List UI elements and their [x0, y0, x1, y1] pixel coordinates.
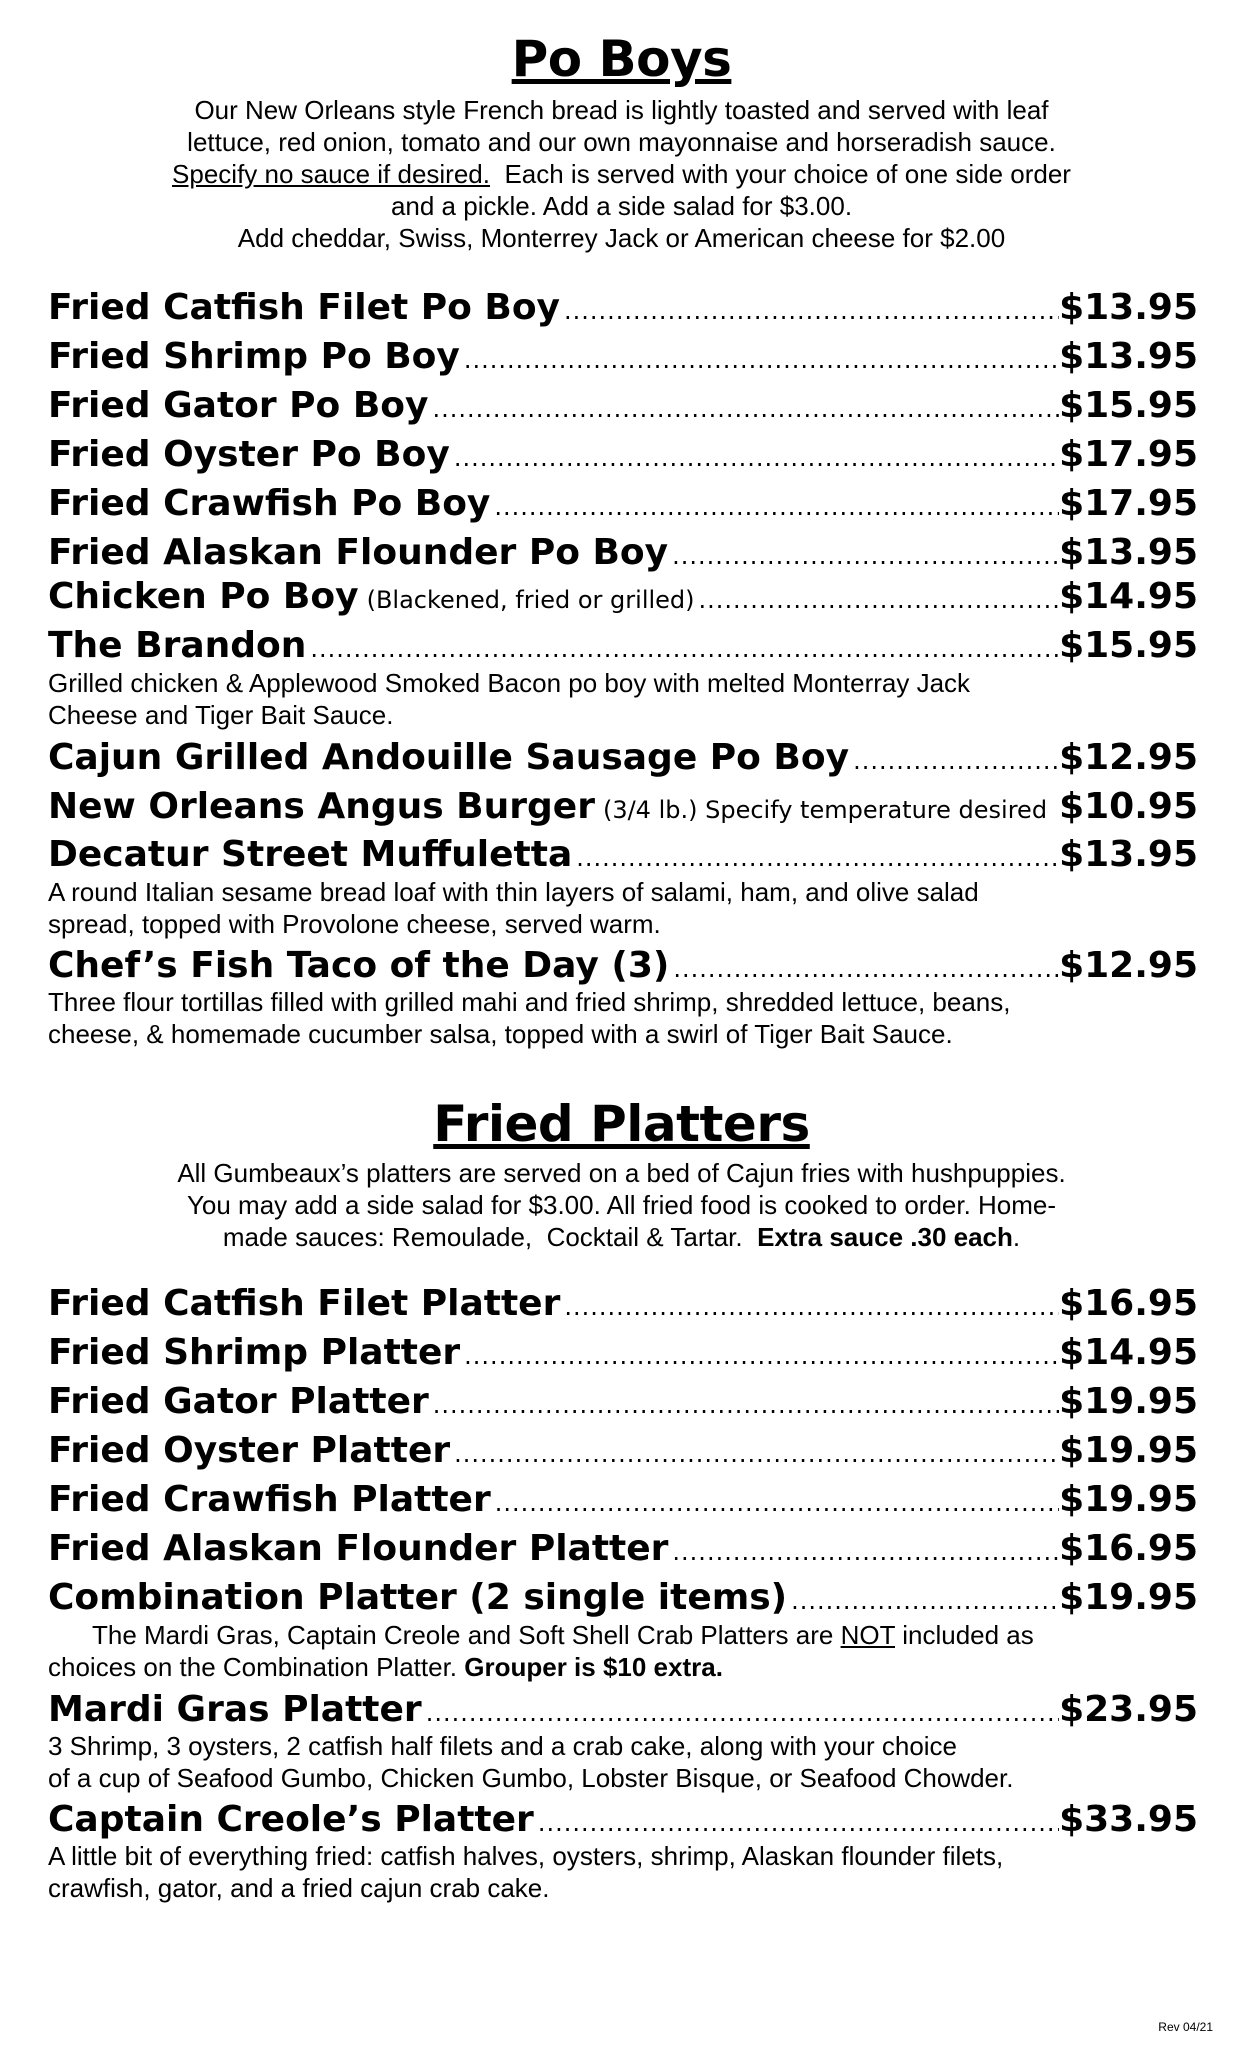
- menu-item: [48, 1427, 1198, 1475]
- dot-leader: [560, 287, 1059, 335]
- item-name: New Orleans Angus Burger: [48, 786, 595, 827]
- menu-item: [48, 431, 1198, 479]
- item-name: Fried Alaskan Flounder Platter: [48, 1528, 669, 1569]
- dot-leader: [460, 336, 1059, 384]
- item-price: $17.95: [1059, 483, 1198, 524]
- item-name: Fried Oyster Platter: [48, 1430, 451, 1471]
- item-name: Fried Gator Platter: [48, 1381, 429, 1422]
- extra-sauce-note: Extra sauce .30 each: [757, 1222, 1013, 1252]
- po-boys-title: Po Boys: [511, 30, 732, 88]
- item-price: $13.95: [1059, 287, 1198, 328]
- item-price: $14.95: [1059, 1332, 1198, 1373]
- intro-line: Our New Orleans style French bread is lightly toasted and served with leaf: [194, 95, 1049, 125]
- item-name: Fried Shrimp Platter: [48, 1332, 461, 1373]
- no-sauce-note: Specify no sauce if desired.: [172, 159, 490, 189]
- item-name: Decatur Street Muffuletta: [48, 834, 573, 875]
- item-price: $10.95: [1059, 786, 1198, 827]
- menu-item: [48, 831, 1198, 879]
- item-name: Fried Alaskan Flounder Po Boy: [48, 532, 669, 573]
- item-name: Fried Catfish Filet Platter: [48, 1283, 561, 1324]
- dot-leader: [306, 625, 1059, 673]
- desc-line: 3 Shrimp, 3 oysters, 2 catfish half filets and a crab cake, along with your choice: [48, 1731, 958, 1761]
- item-description: [48, 986, 1198, 1050]
- menu-item: [48, 529, 1198, 577]
- menu-item: [48, 573, 1198, 621]
- item-price: $12.95: [1059, 737, 1198, 778]
- dot-leader: [668, 1528, 1059, 1576]
- dot-leader: [560, 1283, 1059, 1331]
- menu-item: [48, 1378, 1198, 1426]
- dot-leader: [428, 385, 1059, 433]
- desc-line: A little bit of everything fried: catfish halves, oysters, shrimp, Alaskan flounder filets,: [48, 1841, 1004, 1871]
- item-price: $16.95: [1059, 1528, 1198, 1569]
- menu-item: [48, 1796, 1198, 1844]
- intro-line: and a pickle. Add a side salad for $3.00.: [390, 191, 853, 221]
- item-name: Fried Oyster Po Boy: [48, 434, 450, 475]
- item-name: Captain Creole’s Platter: [48, 1799, 534, 1840]
- item-description: [48, 876, 1198, 940]
- menu-item: [48, 1525, 1198, 1573]
- desc-text: choices on the Combination Platter.: [48, 1652, 465, 1682]
- desc-line: [48, 1651, 1198, 1683]
- fried-platters-intro: [60, 1157, 1183, 1253]
- desc-line: spread, topped with Provolone cheese, served warm.: [48, 909, 661, 939]
- menu-item: [48, 480, 1198, 528]
- item-name: Fried Crawfish Platter: [48, 1479, 491, 1520]
- desc-line: A round Italian sesame bread loaf with thin layers of salami, ham, and olive salad: [48, 877, 979, 907]
- dot-leader: [695, 576, 1060, 624]
- desc-line: Grilled chicken & Applewood Smoked Bacon po boy with melted Monterray Jack: [48, 668, 971, 698]
- item-price: $12.95: [1059, 945, 1198, 986]
- menu-item: [48, 1280, 1198, 1328]
- dot-leader: [429, 1381, 1059, 1429]
- item-name: Chicken Po Boy: [48, 576, 359, 617]
- dot-leader: [849, 737, 1059, 785]
- item-description: [48, 1651, 1198, 1683]
- item-price: $15.95: [1059, 385, 1198, 426]
- menu-item: [48, 734, 1198, 782]
- grouper-note: Grouper is $10 extra.: [464, 1652, 723, 1682]
- desc-line: [48, 1619, 1198, 1651]
- intro-line: You may add a side salad for $3.00. All fried food is cooked to order. Home-: [186, 1190, 1057, 1220]
- intro-text: Each is served with your choice of one side order: [490, 159, 1071, 189]
- item-price: $13.95: [1059, 336, 1198, 377]
- item-price: $14.95: [1059, 576, 1198, 617]
- desc-line: cheese, & homemade cucumber salsa, topped with a swirl of Tiger Bait Sauce.: [48, 1019, 953, 1049]
- intro-line: [60, 158, 1183, 190]
- item-description: [48, 1840, 1198, 1904]
- item-name: Fried Gator Po Boy: [48, 385, 429, 426]
- desc-line: Cheese and Tiger Bait Sauce.: [48, 700, 394, 730]
- menu-item: [48, 1476, 1198, 1524]
- item-name: Combination Platter (2 single items): [48, 1577, 788, 1618]
- menu-item: [48, 284, 1198, 332]
- item-price: $13.95: [1059, 532, 1198, 573]
- item-name: Chef’s Fish Taco of the Day (3): [48, 945, 670, 986]
- item-note: (3/4 lb.) Specify temperature desired: [602, 796, 1048, 824]
- desc-line: of a cup of Seafood Gumbo, Chicken Gumbo, Lobster Bisque, or Seafood Chowder.: [48, 1763, 1014, 1793]
- not-emphasis: NOT: [840, 1620, 895, 1650]
- item-price: $15.95: [1059, 625, 1198, 666]
- menu-item: [48, 622, 1198, 670]
- item-name: Fried Catfish Filet Po Boy: [48, 287, 561, 328]
- desc-line: Three flour tortillas filled with grilled mahi and fried shrimp, shredded lettuce, beans,: [48, 987, 1011, 1017]
- intro-line: All Gumbeaux’s platters are served on a bed of Cajun fries with hushpuppies.: [177, 1158, 1066, 1188]
- dot-leader: [572, 834, 1059, 882]
- dot-leader: [787, 1577, 1059, 1625]
- item-price: $13.95: [1059, 834, 1198, 875]
- item-price: $19.95: [1059, 1381, 1198, 1422]
- dot-leader: [490, 483, 1059, 531]
- dot-leader: [450, 434, 1059, 482]
- desc-text: included as: [895, 1620, 1034, 1650]
- item-name: Fried Shrimp Po Boy: [48, 336, 460, 377]
- desc-text: The Mardi Gras, Captain Creole and Soft Shell Crab Platters are: [92, 1620, 841, 1650]
- intro-text: .: [1012, 1222, 1021, 1252]
- revision-label: Rev 04/21: [1158, 2020, 1213, 2034]
- menu-item: [48, 942, 1198, 990]
- menu-item: [48, 783, 1198, 831]
- menu-item: [48, 1329, 1198, 1377]
- dot-leader: [460, 1332, 1059, 1380]
- intro-line: Add cheddar, Swiss, Monterrey Jack or American cheese for $2.00: [237, 223, 1006, 253]
- item-price: $33.95: [1059, 1799, 1198, 1840]
- po-boys-intro: [60, 94, 1183, 254]
- item-description: [48, 667, 1198, 731]
- menu-item: [48, 1686, 1198, 1734]
- desc-line: crawfish, gator, and a fried cajun crab cake.: [48, 1873, 550, 1903]
- menu-item: [48, 333, 1198, 381]
- menu-item: [48, 382, 1198, 430]
- item-name: The Brandon: [48, 625, 307, 666]
- item-price: $19.95: [1059, 1479, 1198, 1520]
- item-price: $23.95: [1059, 1689, 1198, 1730]
- intro-line: lettuce, red onion, tomato and our own mayonnaise and horseradish sauce.: [187, 127, 1056, 157]
- fried-platters-title: Fried Platters: [433, 1095, 810, 1153]
- item-name: Mardi Gras Platter: [48, 1689, 422, 1730]
- menu-item: [48, 1574, 1198, 1622]
- item-price: $17.95: [1059, 434, 1198, 475]
- item-price: $19.95: [1059, 1430, 1198, 1471]
- item-description: [48, 1619, 1198, 1651]
- dot-leader: [491, 1479, 1059, 1527]
- item-note: (Blackened, fried or grilled): [366, 586, 695, 614]
- intro-text: made sauces: Remoulade, Cocktail & Tartar.: [222, 1222, 758, 1252]
- item-name: Cajun Grilled Andouille Sausage Po Boy: [48, 737, 850, 778]
- item-description: [48, 1730, 1198, 1794]
- item-name: Fried Crawfish Po Boy: [48, 483, 491, 524]
- item-price: $16.95: [1059, 1283, 1198, 1324]
- dot-leader: [450, 1430, 1059, 1478]
- intro-line: [60, 1221, 1183, 1253]
- item-price: $19.95: [1059, 1577, 1198, 1618]
